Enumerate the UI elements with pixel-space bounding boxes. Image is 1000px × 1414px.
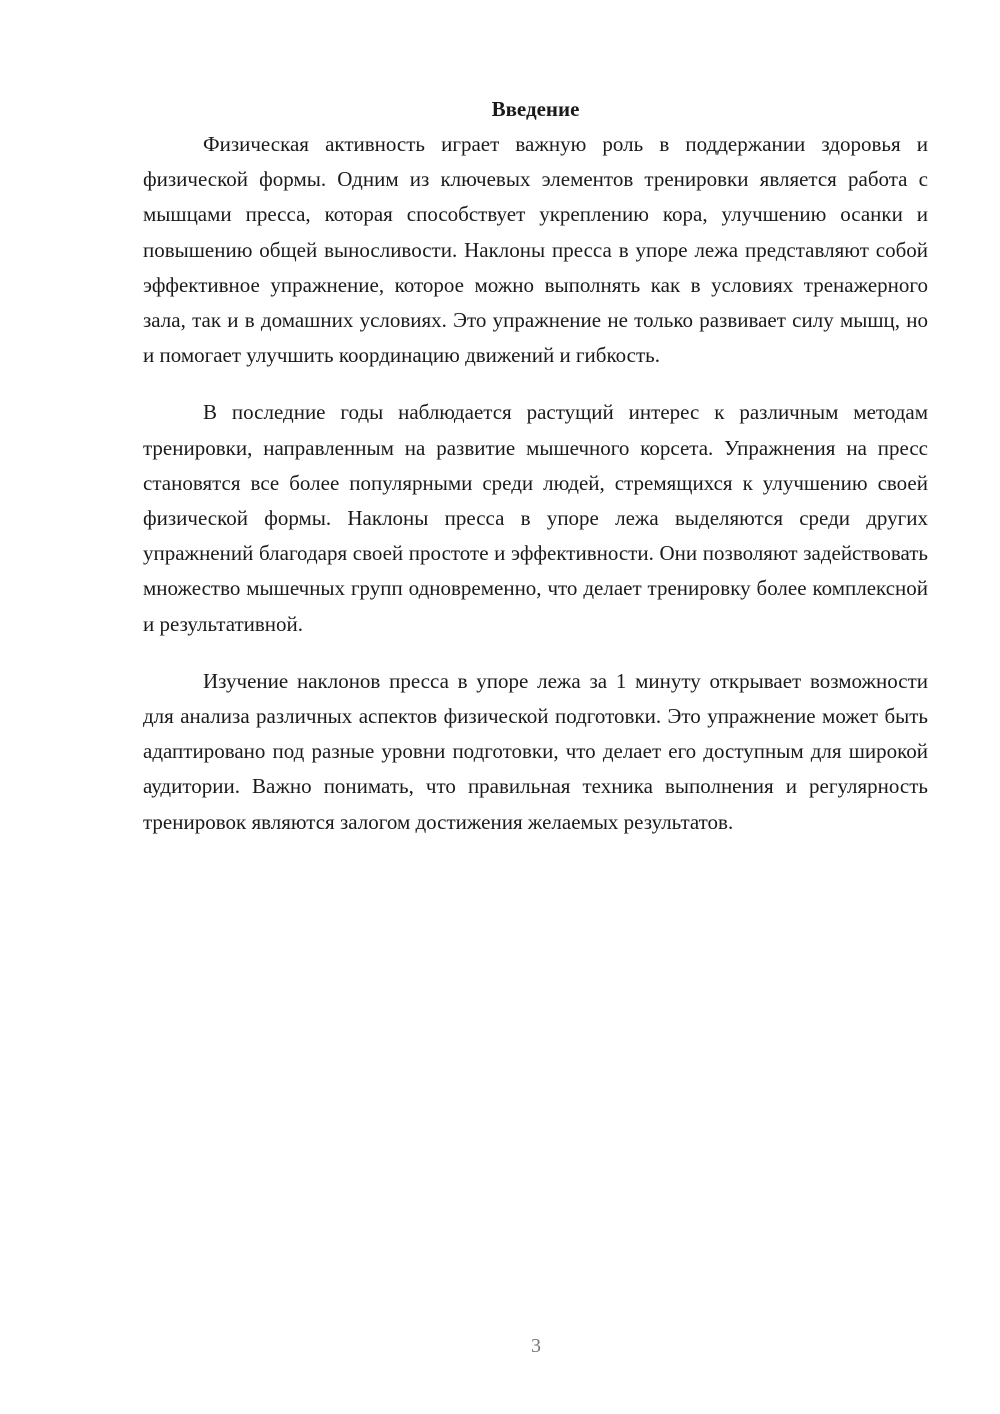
- page-number: 3: [531, 1335, 541, 1357]
- paragraph-1: Физическая активность играет важную роль в поддержании здоровья и физической формы. Одним из ключевых элементов тренировки является работа с мышцами пресса, которая способствует укреплению кора, улучшению осанки и повышению общей выносливости. Наклоны пресса в упоре лежа представляют собой эффективное упражнение, которое можно выполнять как в условиях тренажерного зала, так и в домашних условиях. Это упражнение не только развивает силу мышц, но и помогает улучшить координацию движений и гибкость.: [143, 132, 928, 368]
- section-heading: Введение: [491, 97, 580, 121]
- paragraph-2: В последние годы наблюдается растущий интерес к различным методам тренировки, направленным на развитие мышечного корсета. Упражнения на пресс становятся все более популярными среди людей, стремящихся к улучшению своей физической формы. Наклоны пресса в упоре лежа выделяются среди других упражнений благодаря своей простоте и эффективности. Они позволяют задействовать множество мышечных групп одновременно, что делает тренировку более комплексной и результативной.: [143, 400, 928, 636]
- page-content: [143, 92, 928, 840]
- paragraph-3: Изучение наклонов пресса в упоре лежа за 1 минуту открывает возможности для анализа различных аспектов физической подготовки. Это упражнение может быть адаптировано под разные уровни подготовки, что делает его доступным для широкой аудитории. Важно понимать, что правильная техника выполнения и регулярность тренировок являются залогом достижения желаемых результатов.: [143, 668, 928, 834]
